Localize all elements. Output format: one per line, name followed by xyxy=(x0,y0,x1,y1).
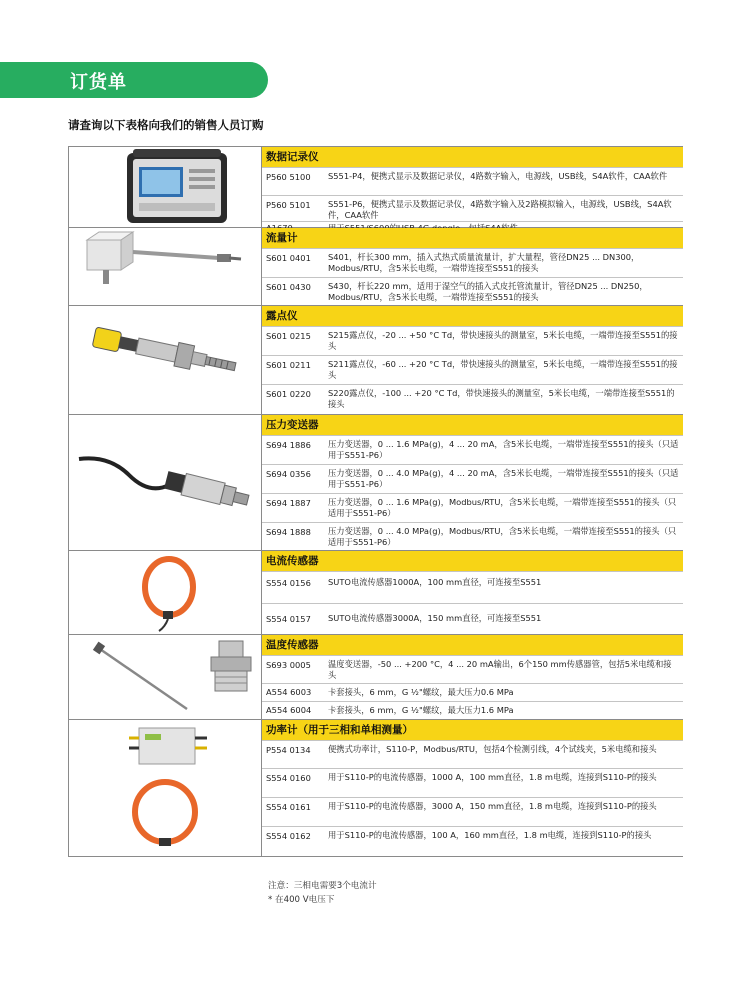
product-description: 卡套接头，6 mm，G ½"螺纹，最大压力1.6 MPa xyxy=(328,705,514,715)
product-description: 用于S110-P的电流传感器，3000 A，150 mm直径，1.8 m电缆，连接到S110-P的接头 xyxy=(328,801,657,811)
product-code: S554 0160 xyxy=(266,773,311,783)
product-code: S694 0356 xyxy=(266,469,311,479)
product-code: P560 5101 xyxy=(266,200,311,210)
section-data-logger xyxy=(68,147,683,228)
power-meter-image xyxy=(69,720,262,856)
product-code: S554 0157 xyxy=(266,614,311,624)
product-description: 压力变送器，0 ... 4.0 MPa(g)，4 ... 20 mA，含5米长电缆，一端带连接至S551的接头（只适用于S551-P6） xyxy=(328,468,679,489)
product-description: 压力变送器，0 ... 1.6 MPa(g)，4 ... 20 mA，含5米长电缆，一端带连接至S551的接头（只适用于S551-P6） xyxy=(328,439,679,460)
section-title: 露点仪 xyxy=(262,306,683,326)
product-row xyxy=(262,522,683,552)
product-code: S601 0430 xyxy=(266,282,311,292)
section-title: 流量计 xyxy=(262,228,683,248)
section-power-meter xyxy=(68,720,683,857)
product-row xyxy=(262,571,683,603)
product-description: 用于S110-P的电流传感器，100 A，160 mm直径，1.8 m电缆，连接到S110-P的接头 xyxy=(328,830,652,840)
data-logger-image xyxy=(69,147,262,227)
product-code: S601 0401 xyxy=(266,253,311,263)
section-temperature-sensor xyxy=(68,635,683,720)
product-row xyxy=(262,195,683,221)
product-description: S211露点仪，-60 ... +20 °C Td，带快速接头的测量室，5米长电缆，一端带连接至S551的接头 xyxy=(328,359,678,380)
section-flow-meter xyxy=(68,228,683,306)
product-code: S601 0211 xyxy=(266,360,311,370)
flow-meter-image xyxy=(69,228,262,305)
product-description: SUTO电流传感器1000A，100 mm直径，可连接至S551 xyxy=(328,577,542,587)
product-row xyxy=(262,435,683,464)
dew-point-sensor-image xyxy=(69,306,262,414)
note-voltage: * 在400 V电压下 xyxy=(268,895,335,905)
product-description: 用于S110-P的电流传感器，1000 A，100 mm直径，1.8 m电缆，连接到S110-P的接头 xyxy=(328,772,657,782)
product-description: S551-P4，便携式显示及数据记录仪，4路数字输入，电源线，USB线，S4A软件，CAA软件 xyxy=(328,171,668,181)
current-sensor-image xyxy=(69,551,262,634)
product-row xyxy=(262,701,683,719)
product-description: S220露点仪，-100 ... +20 °C Td，带快速接头的测量室，5米长电缆，一端带连接至S551的接头 xyxy=(328,388,675,409)
product-row xyxy=(262,797,683,826)
pressure-transmitter-image xyxy=(69,415,262,550)
order-instructions: 请查询以下表格向我们的销售人员订购 xyxy=(68,118,264,132)
product-row xyxy=(262,167,683,195)
product-row xyxy=(262,326,683,355)
product-description: 温度变送器，-50 ... +200 °C，4 ... 20 mA输出，6个150 mm传感器管，包括5米电缆和接头 xyxy=(328,659,672,680)
page-title: 订货单 xyxy=(70,72,127,93)
footnotes xyxy=(268,879,377,907)
order-table xyxy=(68,146,683,857)
order-form-banner xyxy=(0,62,268,98)
product-code: S601 0220 xyxy=(266,389,311,399)
product-description: 压力变送器，0 ... 1.6 MPa(g)，Modbus/RTU，含5米长电缆，一端带连接至S551的接头（只适用于S551-P6） xyxy=(328,497,677,518)
product-code: S694 1886 xyxy=(266,440,311,450)
product-code: S554 0156 xyxy=(266,578,311,588)
section-pressure-transmitter xyxy=(68,415,683,551)
note-three-phase: 注意：三相电需要3个电流计 xyxy=(268,881,377,891)
product-description: 卡套接头，6 mm，G ½"螺纹，最大压力0.6 MPa xyxy=(328,687,514,697)
product-row xyxy=(262,603,683,635)
product-row xyxy=(262,384,683,414)
product-code: A554 6003 xyxy=(266,687,312,697)
section-title: 数据记录仪 xyxy=(262,147,683,167)
product-row xyxy=(262,464,683,493)
product-row xyxy=(262,826,683,856)
product-code: S554 0162 xyxy=(266,831,311,841)
product-description: 便携式功率计，S110-P，Modbus/RTU，包括4个检测引线，4个试线夹，5米电缆和接头 xyxy=(328,744,657,754)
product-description: S401，杆长300 mm，插入式热式质量流量计，扩大量程，管径DN25 ... DN300，Modbus/RTU，含5米长电缆，一端带连接至S551的接头 xyxy=(328,252,640,273)
section-current-sensor xyxy=(68,551,683,635)
product-description: S430，杆长220 mm，适用于湿空气的插入式皮托管流量计，管径DN25 ... DN250，Modbus/RTU，含5米长电缆，一端带连接至S551的接头 xyxy=(328,281,648,302)
product-code: S693 0005 xyxy=(266,660,311,670)
product-row xyxy=(262,768,683,797)
product-description: S215露点仪，-20 ... +50 °C Td，带快速接头的测量室，5米长电缆，一端带连接至S551的接头 xyxy=(328,330,678,351)
product-code: A554 6004 xyxy=(266,705,312,715)
product-code: S601 0215 xyxy=(266,331,311,341)
product-code: P560 5100 xyxy=(266,172,311,182)
section-title: 压力变送器 xyxy=(262,415,683,435)
product-row xyxy=(262,248,683,277)
product-code: S694 1888 xyxy=(266,527,311,537)
product-row xyxy=(262,740,683,768)
product-row xyxy=(262,277,683,305)
product-description: 压力变送器，0 ... 4.0 MPa(g)，Modbus/RTU，含5米长电缆，一端带连接至S551的接头（只适用于S551-P6） xyxy=(328,526,677,547)
product-description: S551-P6，便携式显示及数据记录仪，4路数字输入及2路模拟输入，电源线，USB线，S4A软件，CAA软件 xyxy=(328,199,672,220)
product-row xyxy=(262,655,683,683)
product-code: S694 1887 xyxy=(266,498,311,508)
product-row xyxy=(262,355,683,384)
section-title: 电流传感器 xyxy=(262,551,683,571)
product-description: SUTO电流传感器3000A，150 mm直径，可连接至S551 xyxy=(328,613,542,623)
product-code: P554 0134 xyxy=(266,745,311,755)
section-dew-point xyxy=(68,306,683,415)
temperature-sensor-image xyxy=(69,635,262,719)
section-title: 温度传感器 xyxy=(262,635,683,655)
product-row xyxy=(262,493,683,522)
section-title: 功率计（用于三相和单相测量） xyxy=(262,720,683,740)
product-row xyxy=(262,683,683,701)
product-code: S554 0161 xyxy=(266,802,311,812)
